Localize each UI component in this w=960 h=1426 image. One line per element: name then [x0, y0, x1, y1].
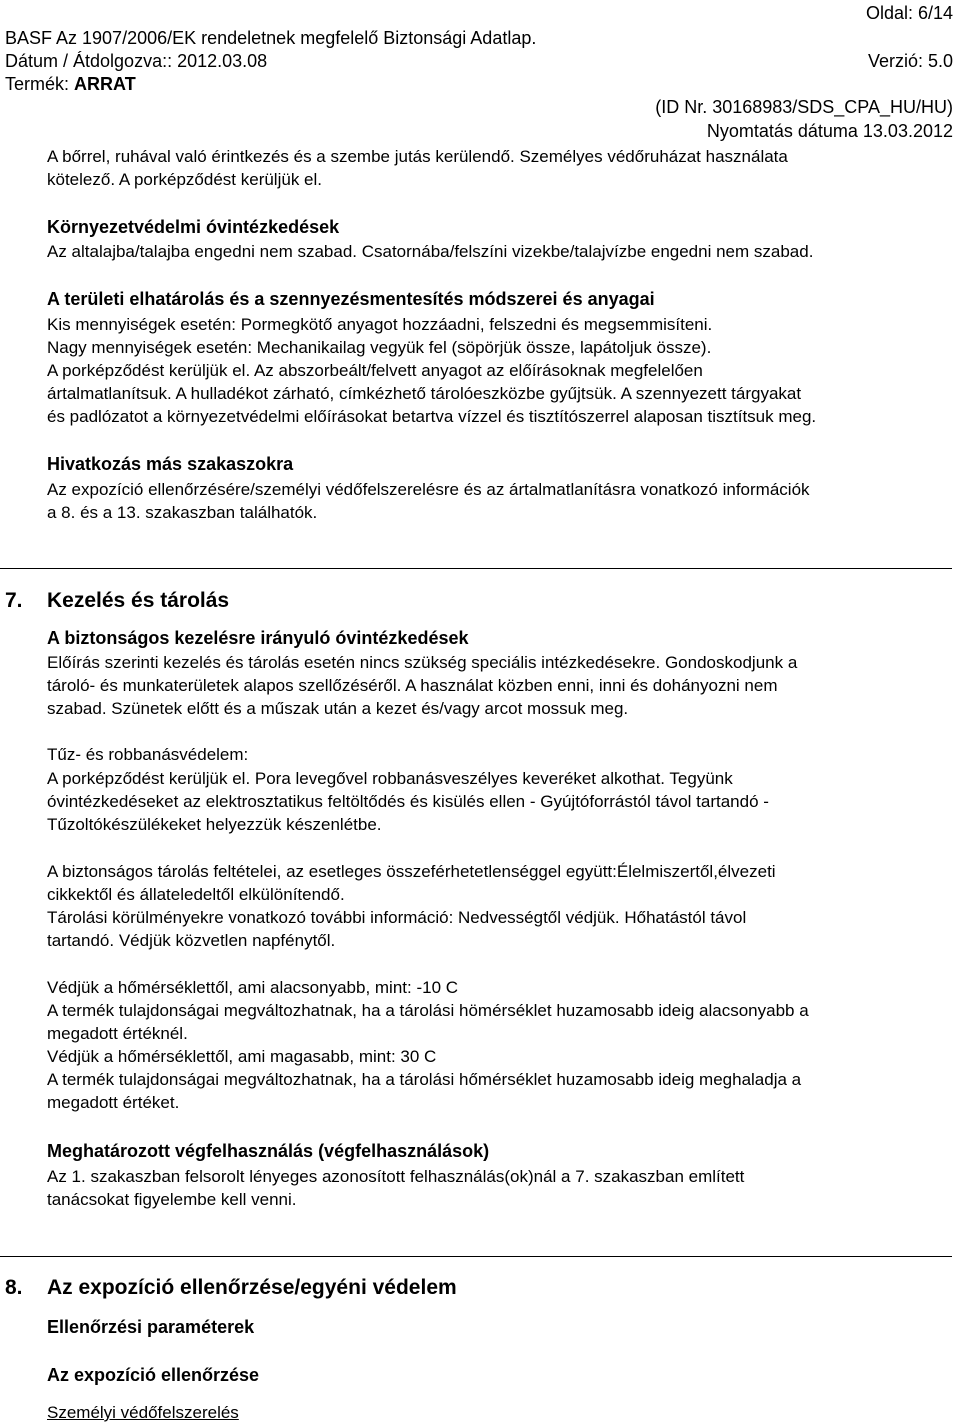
cleanup-heading: A területi elhatárolás és a szennyezésmentesítés módszerei és anyagai — [47, 289, 655, 309]
cleanup-line: Kis mennyiségek esetén: Pormegkötő anyagot hozzáadni, felszedni és megsemmisíteni. — [47, 315, 713, 334]
document-id: (ID Nr. 30168983/SDS_CPA_HU/HU) — [655, 97, 953, 117]
section-8-number: 8. — [5, 1276, 23, 1299]
temperature-line: Védjük a hőmérséklettől, ami alacsonyabb, mint: -10 C — [47, 978, 459, 997]
section-divider — [0, 1256, 952, 1257]
section-7-title: Kezelés és tárolás — [47, 589, 230, 612]
product-label: Termék: — [5, 74, 70, 94]
contact-warning-line-2: kötelező. A porképződést kerüljük el. — [47, 170, 322, 189]
cleanup-line: A porképződést kerüljük el. Az abszorbeált/felvett anyagot az előírásoknak megfelelően — [47, 361, 703, 380]
safe-handling-line: Előírás szerinti kezelés és tárolás esetén nincs szükség speciális intézkedésekre. Gondoskodjunk a — [47, 653, 798, 672]
storage-line: cikkektől és állateledeltől elkülönítendő. — [47, 885, 345, 904]
storage-line: Tárolási körülményekre vonatkozó további információ: Nedvességtől védjük. Hőhatástól távol — [47, 908, 747, 927]
version: Verzió: 5.0 — [867, 51, 953, 71]
storage-line: A biztonságos tárolás feltételei, az esetleges összeférhetetlenséggel együtt:Élelmiszertől,élvezeti — [47, 862, 776, 881]
product-name: ARRAT — [74, 74, 136, 94]
safe-handling-line: tároló- és munkaterületek alapos szellőzéséről. A használat közben enni, inni és dohányozni nem — [47, 676, 778, 695]
storage-line: tartandó. Védjük közvetlen napfénytől. — [47, 931, 336, 950]
section-8-heading — [5, 1275, 457, 1301]
section-7-number: 7. — [5, 589, 23, 612]
safe-handling-heading: A biztonságos kezelésre irányuló óvintézkedések — [47, 628, 469, 648]
env-precautions-text: Az altalajba/talajba engedni nem szabad. Csatornába/felszíni vizekbe/talajvízbe engedni nem szabad. — [47, 242, 814, 261]
print-date: Nyomtatás dátuma 13.03.2012 — [706, 121, 953, 141]
section-divider — [0, 568, 952, 569]
env-precautions-heading: Környezetvédelmi óvintézkedések — [47, 217, 340, 237]
temperature-line: megadott értéknél. — [47, 1024, 188, 1043]
document-title: BASF Az 1907/2006/EK rendeletnek megfelelő Biztonsági Adatlap. — [5, 28, 537, 48]
section-7-heading — [5, 588, 229, 614]
control-parameters-heading: Ellenőrzési paraméterek — [47, 1317, 255, 1337]
end-use-heading: Meghatározott végfelhasználás (végfelhasználások) — [47, 1141, 490, 1161]
fire-protection-heading: Tűz- és robbanásvédelem: — [47, 745, 249, 764]
cleanup-line: ártalmatlanítsuk. A hulladékot zárható, címkézhető tárolóeszközbe gyűjtsük. A szennyezett tárgyakat — [47, 384, 802, 403]
fire-protection-line: A porképződést kerüljük el. Pora levegővel robbanásveszélyes keveréket alkothat. Tegyünk — [47, 769, 733, 788]
temperature-line: A termék tulajdonságai megváltozhatnak, ha a tárolási hőmérséklet huzamosabb ideig meghaladja a — [47, 1070, 802, 1089]
reference-line: Az expozíció ellenőrzésére/személyi védőfelszerelésre és az ártalmatlanításra vonatkozó információk — [47, 480, 810, 499]
contact-warning-line-1: A bőrrel, ruhával való érintkezés és a szembe jutás kerülendő. Személyes védőruházat használata — [47, 147, 788, 166]
temperature-line: Védjük a hőmérséklettől, ami magasabb, mint: 30 C — [47, 1047, 437, 1066]
reference-heading: Hivatkozás más szakaszokra — [47, 454, 294, 474]
ppe-heading: Személyi védőfelszerelés — [47, 1403, 239, 1422]
fire-protection-line: óvintézkedéseket az elektrosztatikus feltöltődés és kisülés ellen - Gyújtóforrástól távol tartandó - — [47, 792, 769, 811]
page-number: Oldal: 6/14 — [865, 3, 953, 23]
section-8-title: Az expozíció ellenőrzése/egyéni védelem — [47, 1276, 457, 1299]
product — [5, 73, 136, 95]
safe-handling-line: szabad. Szünetek előtt és a műszak után a kezet és/vagy arcot mossuk meg. — [47, 699, 629, 718]
temperature-line: A termék tulajdonságai megváltozhatnak, ha a tárolási hömérséklet huzamosabb ideig alacsonyabb a — [47, 1001, 809, 1020]
reference-line: a 8. és a 13. szakaszban találhatók. — [47, 503, 318, 522]
temperature-line: megadott értéket. — [47, 1093, 180, 1112]
cleanup-line: és padlózatot a környezetvédelmi előírásokat betartva vízzel és tisztítószerrel alaposan tisztítsuk meg. — [47, 407, 817, 426]
revision-date: Dátum / Átdolgozva:: 2012.03.08 — [5, 51, 268, 71]
end-use-line: Az 1. szakaszban felsorolt lényeges azonosított felhasználás(ok)nál a 7. szakaszban említett — [47, 1167, 745, 1186]
cleanup-line: Nagy mennyiségek esetén: Mechanikailag vegyük fel (söpörjük össze, lapátoljuk össze). — [47, 338, 712, 357]
exposure-controls-heading: Az expozíció ellenőrzése — [47, 1365, 260, 1385]
fire-protection-line: Tűzoltókészülékeket helyezzük készenlétbe. — [47, 815, 382, 834]
end-use-line: tanácsokat figyelembe kell venni. — [47, 1190, 297, 1209]
